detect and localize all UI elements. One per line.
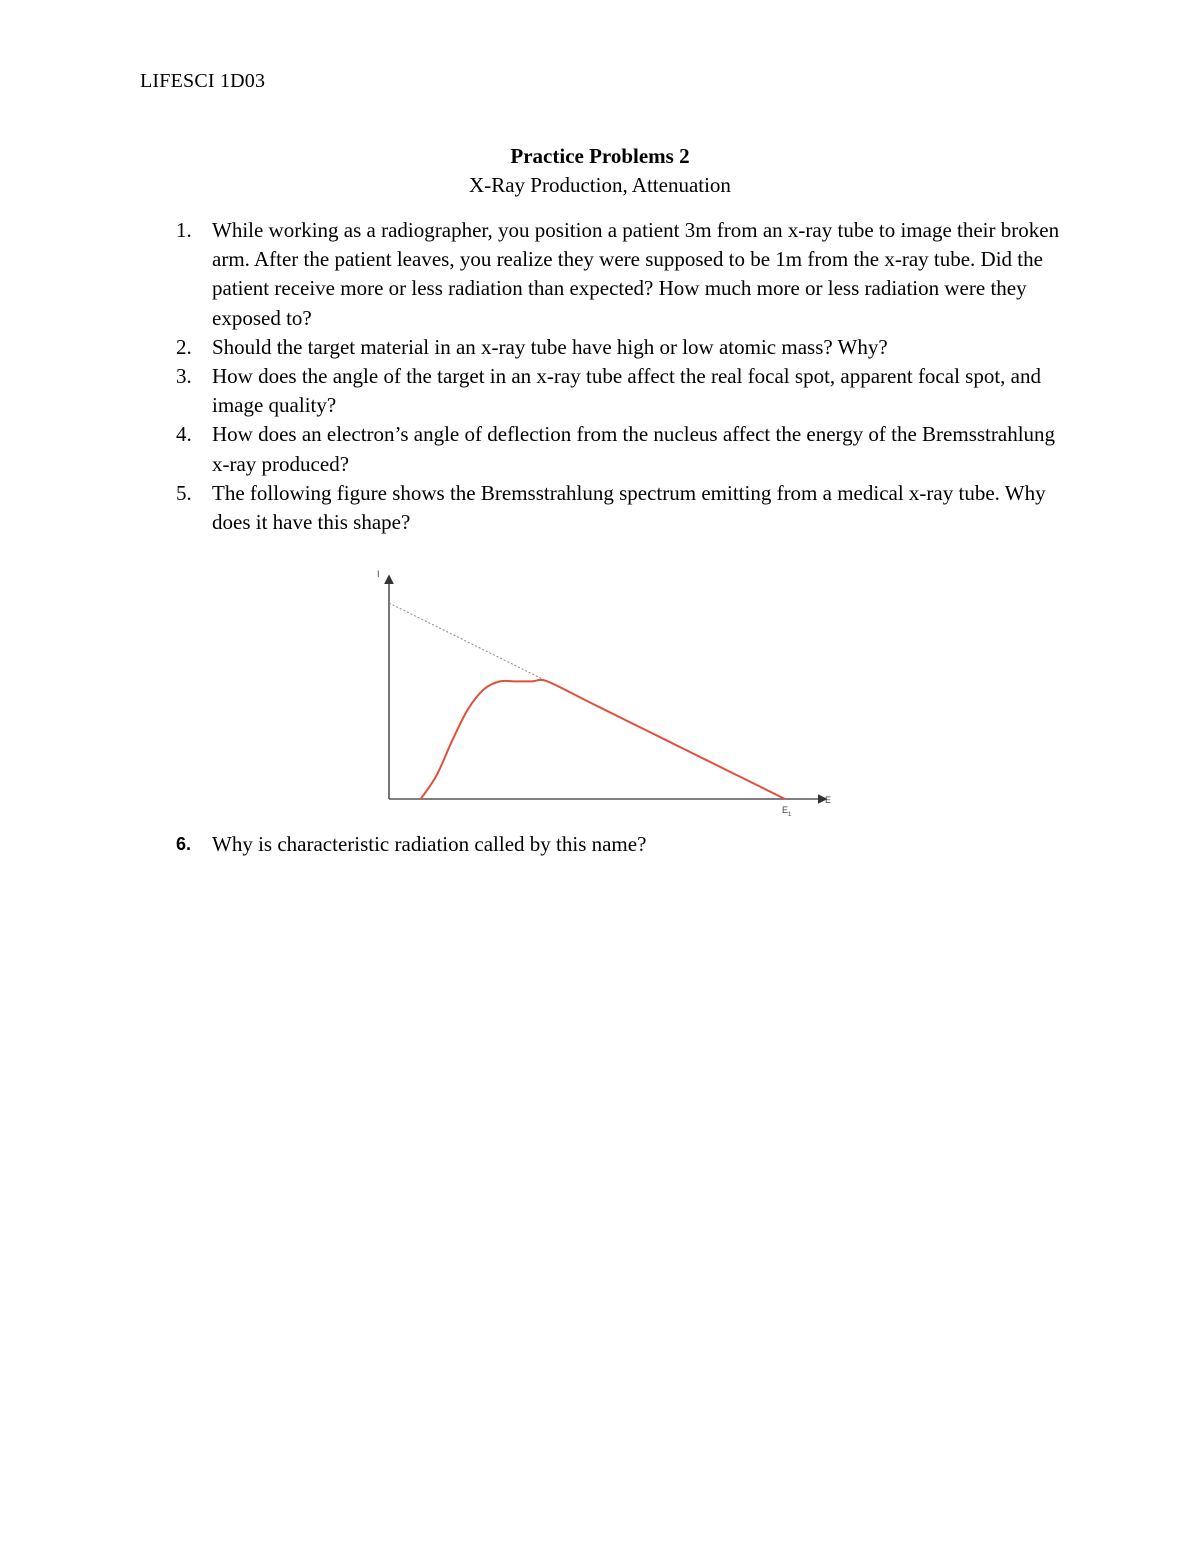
question-text: The following figure shows the Bremsstrahlung spectrum emitting from a medical x-ray tube. Why does it have this shape? — [212, 480, 1046, 535]
title-block — [0, 142, 1200, 200]
question-6 — [140, 830, 1060, 859]
y-axis-label: I — [377, 569, 380, 579]
question-text: Why is characteristic radiation called by this name? — [212, 832, 647, 856]
page-title: Practice Problems 2 — [510, 144, 690, 168]
question-3 — [140, 362, 1060, 420]
question-number: 3. — [176, 364, 192, 389]
question-number: 5. — [176, 480, 192, 505]
question-number: 4. — [176, 422, 192, 447]
course-header: LIFESCI 1D03 — [140, 70, 266, 92]
question-text: Should the target material in an x-ray tube have high or low atomic mass? Why? — [212, 334, 888, 359]
page-subtitle: X-Ray Production, Attenuation — [469, 173, 731, 197]
question-5 — [140, 479, 1060, 537]
x-tick-label-e1: $E_1$ — [782, 805, 792, 818]
question-text: While working as a radiographer, you position a patient 3m from an x-ray tube to image their broken arm. After the patient leaves, you realize they were supposed to be 1m from the x-ray tube. Did the patient receive more or less radiation than expected? How much more or less radiation were they exposed to? — [212, 218, 1060, 330]
bremsstrahlung-figure — [360, 562, 840, 824]
question-text: How does an electron’s angle of deflection from the nucleus affect the energy of the Bremsstrahlung x-ray produced? — [212, 422, 1056, 476]
question-4 — [140, 420, 1060, 478]
question-1 — [140, 216, 1060, 333]
question-2 — [140, 333, 1060, 362]
question-text: How does the angle of the target in an x-ray tube affect the real focal spot, apparent focal spot, and image quality? — [212, 364, 1041, 418]
question-list — [140, 216, 1060, 537]
question-number: 1. — [176, 218, 192, 242]
filtered-spectrum-curve — [421, 680, 785, 799]
series-layer — [389, 603, 785, 799]
x-axis-label: E — [825, 795, 832, 805]
question-number: 2. — [176, 334, 192, 359]
question-number: 6. — [176, 834, 192, 854]
bremsstrahlung-spectrum-chart — [360, 562, 840, 824]
